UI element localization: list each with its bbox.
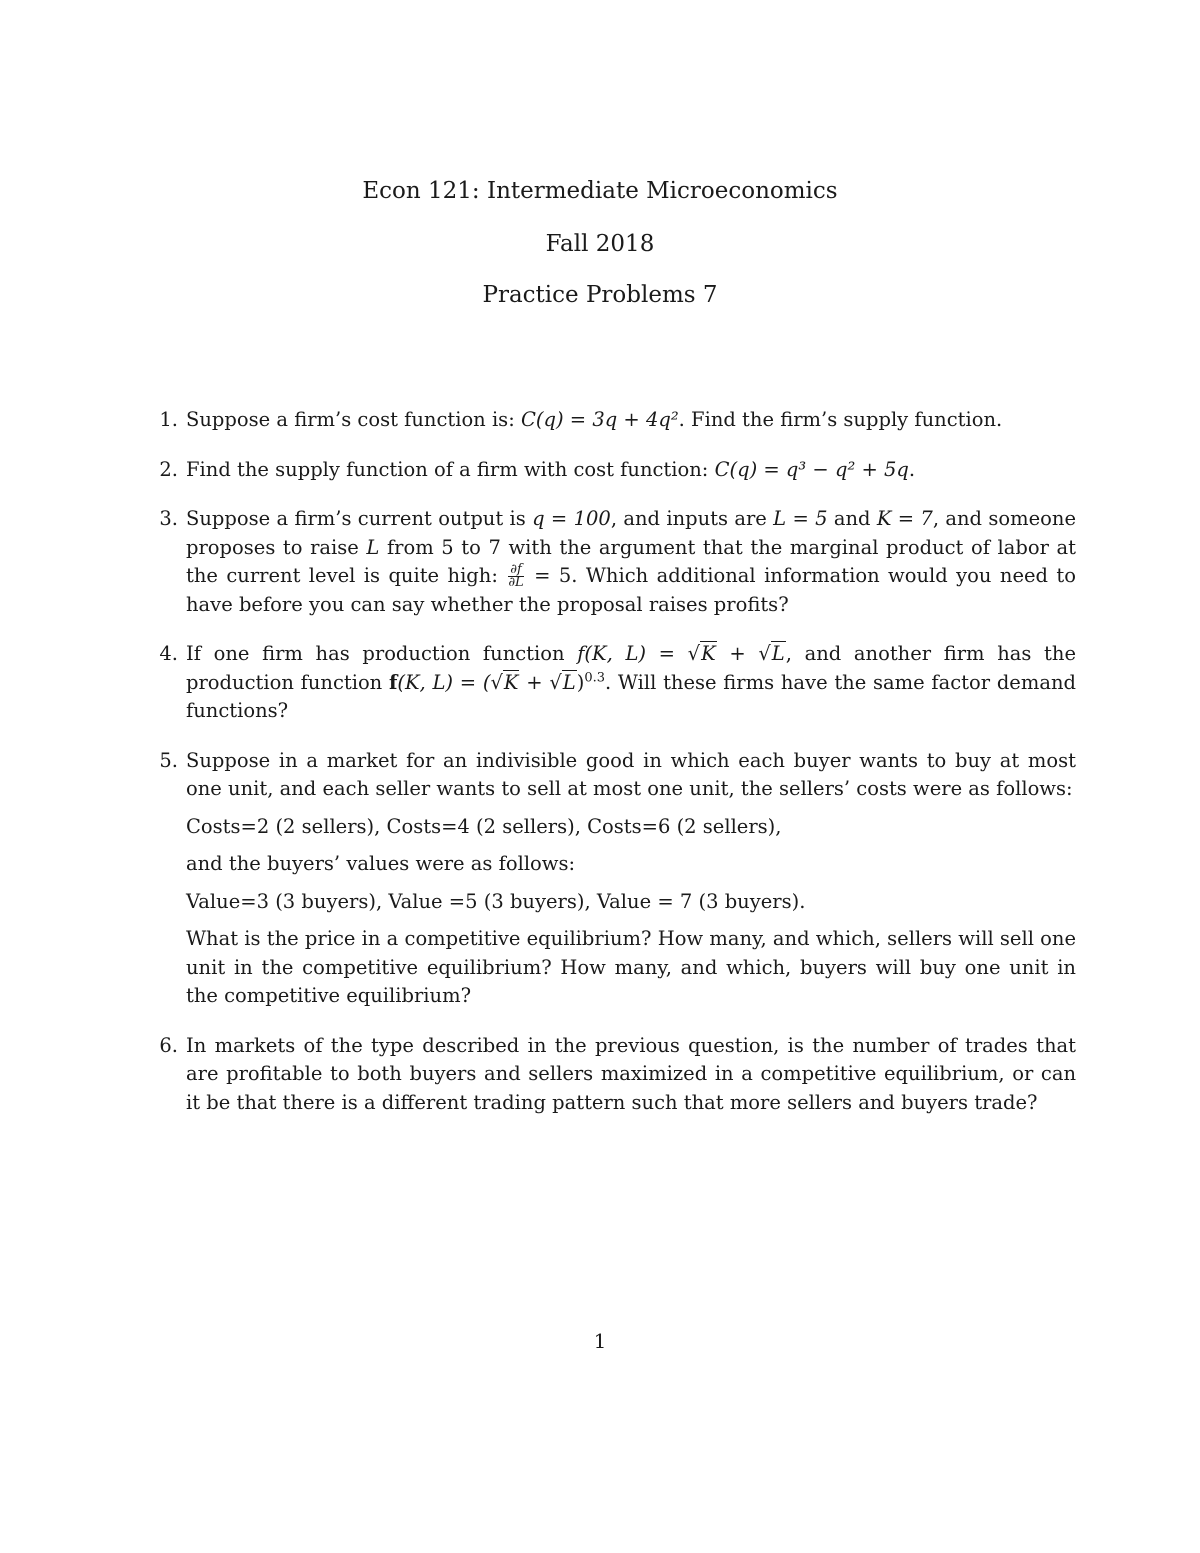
cost-formula: C(q) = q³ − q² + 5q [714,457,909,481]
buyer-values: Value=3 (3 buyers), Value =5 (3 buyers), Value = 7 (3 buyers). [186,889,806,913]
text-run: . Find the firm’s supply function. [678,408,1003,431]
production-function-2-name: f [388,670,398,694]
text-run: If one firm has production function [186,642,578,665]
marginal-product-fraction [508,564,523,589]
course-title: Econ 121: Intermediate Microeconomics [362,178,838,204]
problem-4 [152,640,1076,726]
fraction-denominator: ∂L [508,575,524,590]
text-run: and [827,507,877,530]
exponent: 0.3 [584,670,605,685]
problem-2 [152,456,1076,485]
problem-number: 4. [159,642,178,665]
problem-text [186,640,1076,726]
capital-value: K = 7 [876,507,933,530]
problem-number: 6. [159,1033,178,1057]
production-function-1: f(K, L) = [577,642,688,665]
term-label: Fall 2018 [545,231,655,257]
problem-number: 5. [159,748,178,772]
text-run: Suppose a firm’s cost function is: [186,408,521,431]
sqrt-k [490,669,519,698]
problem-1 [152,406,1076,435]
production-function-2-args: (K, L) = ( [397,670,491,694]
seller-costs: Costs=2 (2 sellers), Costs=4 (2 sellers), Costs=6 (2 sellers), [186,814,782,838]
problem-text [186,505,1076,619]
text-run: Suppose a firm’s current output is [186,507,533,530]
radical-icon: √ [490,670,503,694]
output-value: q = 100 [532,507,611,530]
radical-icon: √ [758,642,771,665]
fraction-numerator: ∂f [510,562,522,577]
problem-text [186,456,1076,485]
radicand: K [701,642,716,665]
cost-formula: C(q) = 3q + 4q² [520,408,679,431]
radical-icon: √ [549,670,562,694]
problem-intro: Suppose in a market for an indivisible good in which each buyer wants to buy at most one unit, and each seller wants to sell at most one unit, the sellers’ costs were as follows: [186,748,1076,800]
sqrt-l [758,640,785,669]
radicand: K [503,670,519,694]
text-run: , and another firm has the production function [186,642,1076,694]
text-run: , and inputs are [610,507,774,530]
labor-variable: L [366,535,380,559]
text-run: = 5 [525,564,572,587]
problem-number: 1. [159,408,178,431]
text-run: . Will these firms have the same factor demand functions? [186,670,1076,722]
text-run: . [908,457,916,481]
page-number: 1 [593,1329,607,1353]
problem-list [152,406,1076,1138]
problem-5 [152,747,1076,1011]
text-run: ) [576,670,585,694]
buyer-values-intro: and the buyers’ values were as follows: [186,852,576,875]
problem-question: What is the price in a competitive equilibrium? How many, and which, sellers will sell one unit in the competitive equilibrium? How many, and which, buyers will buy one unit in the competitive equilibrium? [186,927,1076,1007]
problem-3 [152,505,1076,619]
text-run: . Which additional information would you need to have before you can say whether the proposal raises profits? [186,564,1076,616]
problem-text [186,406,1076,435]
radicand: L [771,642,785,665]
text-run: + [716,642,759,665]
problem-set-title: Practice Problems 7 [482,282,718,308]
labor-value: L = 5 [773,507,828,530]
problem-text: In markets of the type described in the previous question, is the number of trades that are profitable to both buyers and sellers maximized in a competitive equilibrium, or can it be that there is a different trading pattern such that more sellers and buyers trade? [186,1033,1076,1114]
text-run: + [519,670,550,694]
sqrt-k [688,640,717,669]
text-run: from 5 to 7 with the argument that the marginal product of labor at the current level is quite high: [186,535,1076,587]
problem-number: 3. [159,507,178,530]
radicand: L [562,670,576,694]
radical-icon: √ [687,642,701,665]
problem-6 [152,1032,1076,1118]
problem-number: 2. [159,457,178,481]
sqrt-l [549,669,576,698]
text-run: , and someone proposes to raise [186,507,1076,559]
text-run: Find the supply function of a firm with cost function: [186,457,715,481]
